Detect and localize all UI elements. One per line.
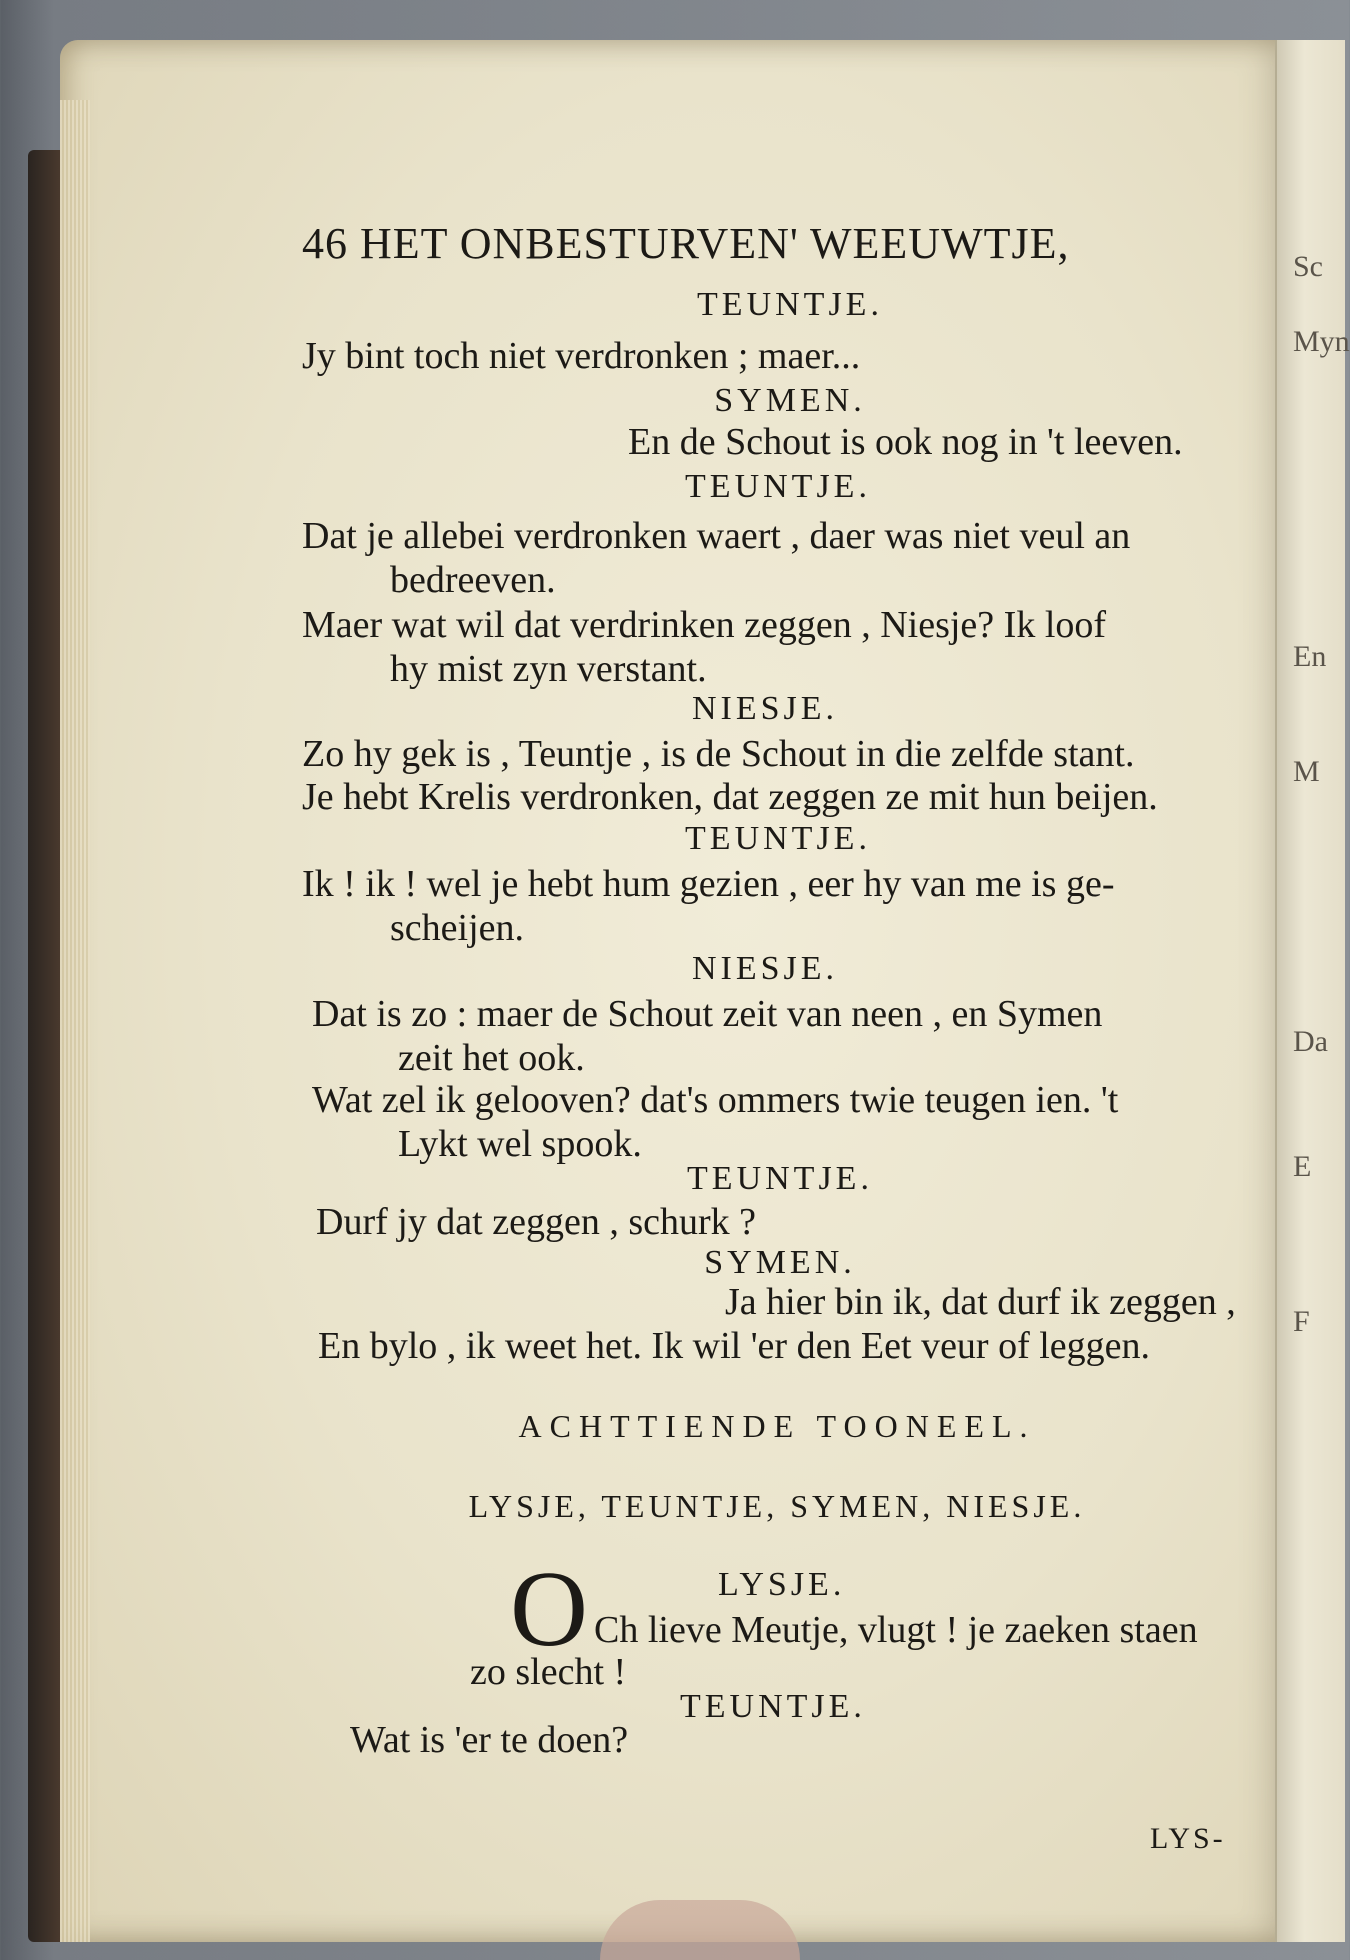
facing-page-fragment: Da — [1293, 1025, 1328, 1058]
verse-line: Jy bint toch niet verdronken ; maer... — [302, 335, 861, 377]
drop-cap: O — [510, 1550, 588, 1669]
verse-line: Wat zel ik gelooven? dat's ommers twie teugen ien. 't — [312, 1079, 1119, 1121]
facing-page — [1275, 40, 1350, 1942]
verse-line: Lykt wel spook. — [398, 1123, 642, 1165]
verse-line: scheijen. — [390, 907, 525, 949]
facing-page-fragment: En — [1293, 640, 1327, 673]
speaker-name: TEUNTJE. — [697, 286, 883, 323]
verse-line: Ik ! ik ! wel je hebt hum gezien , eer hy van me is ge- — [302, 863, 1115, 905]
verse-line: Dat is zo : maer de Schout zeit van neen , en Symen — [312, 993, 1103, 1035]
speaker-name: TEUNTJE. — [680, 1688, 866, 1725]
verse-line: Ch lieve Meutje, vlugt ! je zaeken staen — [594, 1609, 1198, 1651]
speaker-name: NIESJE. — [691, 950, 839, 987]
verse-line: Ja hier bin ik, dat durf ik zeggen , — [725, 1281, 1236, 1323]
speaker-name: LYSJE. — [718, 1566, 846, 1603]
speaker-name: SYMEN. — [704, 1244, 856, 1281]
running-head: 46 HET ONBESTURVEN' WEEUWTJE, — [302, 219, 1070, 268]
verse-line: zo slecht ! — [470, 1651, 627, 1693]
book-page — [60, 40, 1290, 1942]
verse-line: En bylo , ik weet het. Ik wil 'er den Eet veur of leggen. — [318, 1325, 1151, 1367]
page-edges — [60, 100, 90, 1942]
verse-line: Je hebt Krelis verdronken, dat zeggen ze mit hun beijen. — [302, 776, 1158, 818]
speaker-name: TEUNTJE. — [685, 468, 871, 505]
verse-line: Maer wat wil dat verdrinken zeggen , Niesje? Ik loof — [302, 604, 1107, 646]
facing-page-fragment: Sc — [1293, 250, 1323, 283]
verse-line: bedreeven. — [390, 559, 556, 601]
facing-page-fragment: Myn — [1293, 325, 1350, 358]
verse-line: Dat je allebei verdronken waert , daer was niet veul an — [302, 515, 1131, 557]
speaker-name: TEUNTJE. — [687, 1160, 873, 1197]
verse-line: hy mist zyn verstant. — [390, 648, 707, 690]
scene-title: ACHTTIENDE TOONEEL. — [518, 1408, 1036, 1444]
thumb — [600, 1900, 800, 1960]
speaker-name: TEUNTJE. — [685, 820, 871, 857]
speaker-name: NIESJE. — [691, 690, 839, 727]
catchword: LYS- — [1150, 1822, 1226, 1855]
facing-page-fragment: F — [1293, 1305, 1310, 1338]
verse-line: zeit het ook. — [398, 1037, 585, 1079]
verse-line: En de Schout is ook nog in 't leeven. — [628, 421, 1183, 463]
facing-page-fragment: E — [1293, 1150, 1312, 1183]
verse-line: Zo hy gek is , Teuntje , is de Schout in die zelfde stant. — [302, 733, 1135, 775]
scene-cast: LYSJE, TEUNTJE, SYMEN, NIESJE. — [468, 1488, 1086, 1524]
verse-line: Durf jy dat zeggen , schurk ? — [316, 1201, 757, 1243]
verse-line: Wat is 'er te doen? — [350, 1719, 629, 1761]
facing-page-fragment: M — [1293, 755, 1320, 788]
speaker-name: SYMEN. — [714, 382, 866, 419]
